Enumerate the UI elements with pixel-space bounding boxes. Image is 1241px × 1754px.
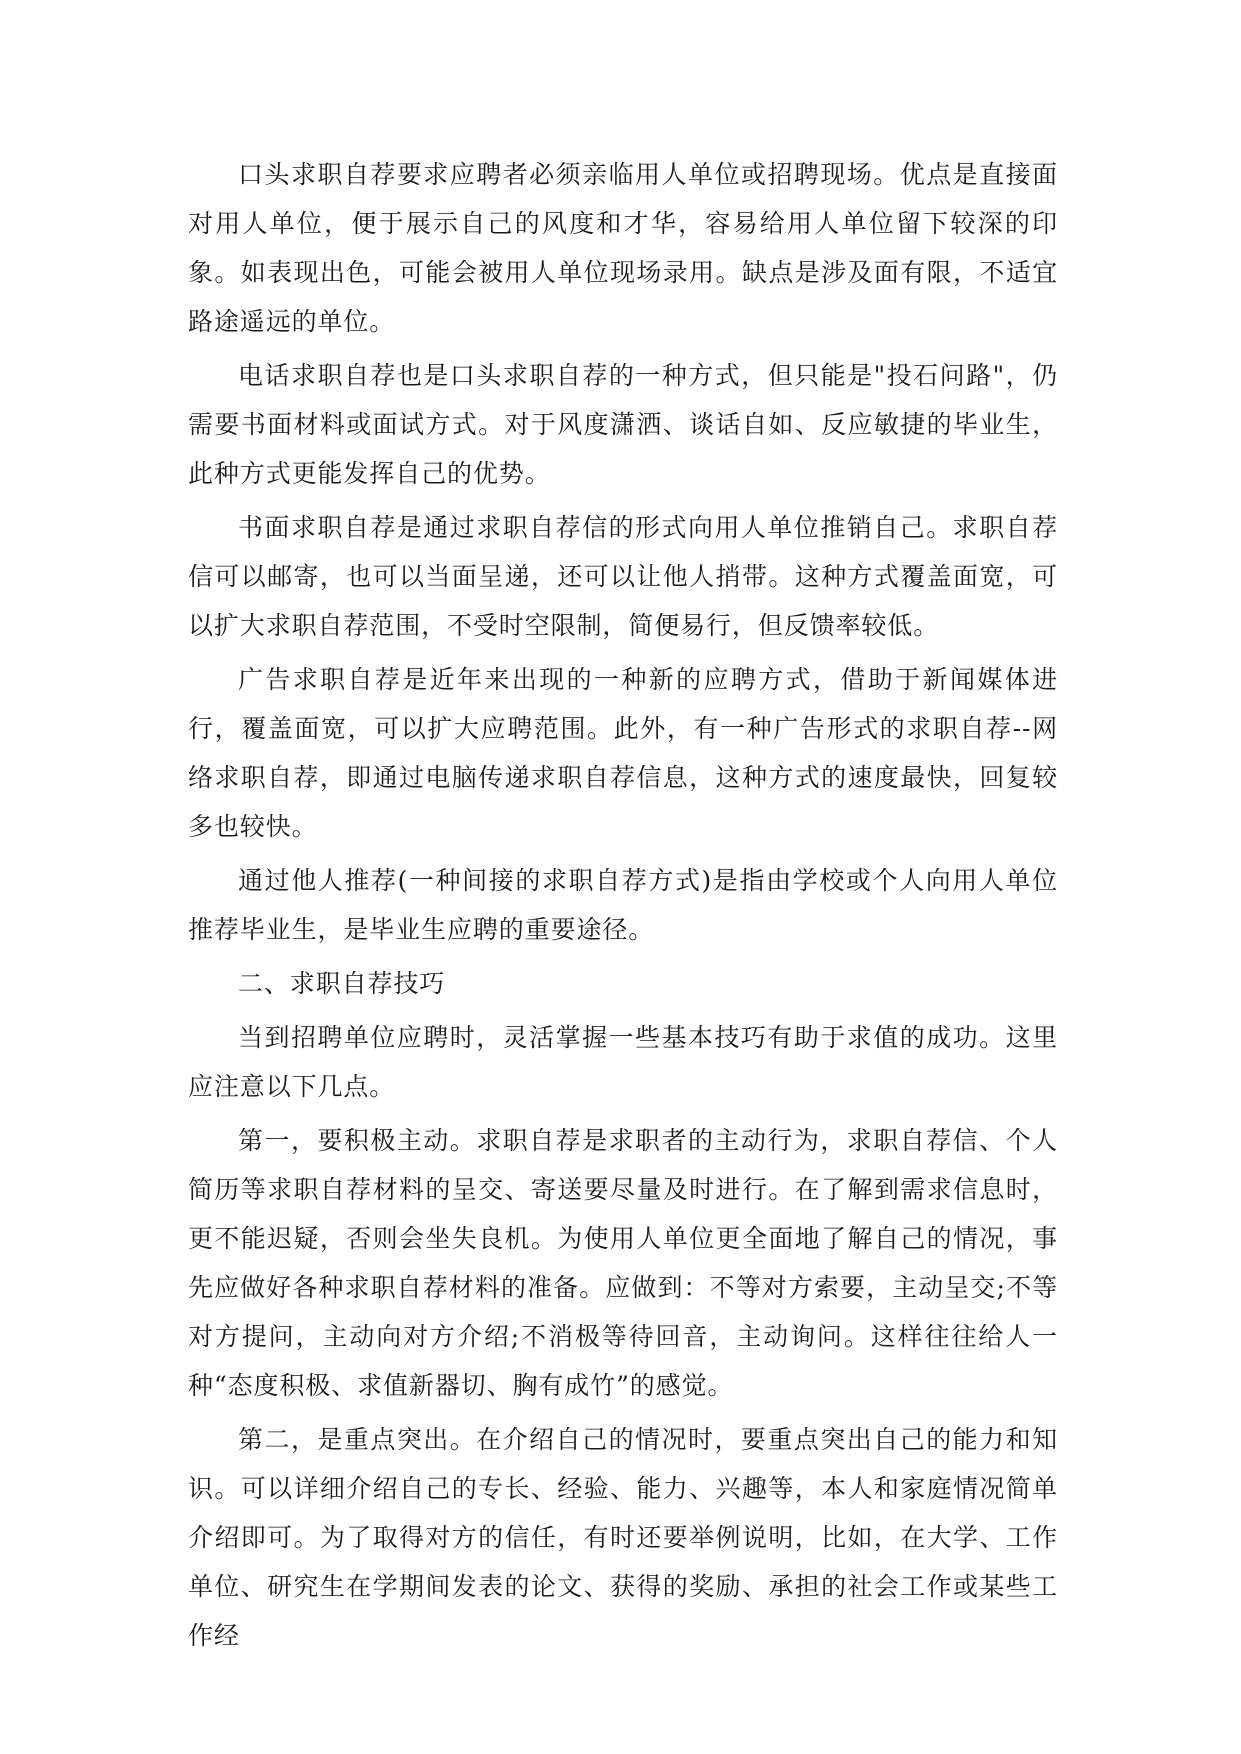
document-body: [188, 150, 1058, 1665]
paragraph-techniques-intro: 当到招聘单位应聘时，灵活掌握一些基本技巧有助于求值的成功。这里应注意以下几点。: [188, 1023, 1058, 1101]
paragraph-point-two: 第二，是重点突出。在介绍自己的情况时，要重点突出自己的能力和知识。可以详细介绍自己的专长、经验、能力、兴趣等，本人和家庭情况简单介绍即可。为了取得对方的信任，有时还要举例说明，比如，在大学、工作单位、研究生在学期间发表的论文、获得的奖励、承担的社会工作或某些工作经: [188, 1425, 1058, 1650]
paragraph-oral-self-recommendation: 口头求职自荐要求应聘者必须亲临用人单位或招聘现场。优点是直接面对用人单位，便于展示自己的风度和才华，容易给用人单位留下较深的印象。如表现出色，可能会被用人单位现场录用。缺点是涉及面有限，不适宜路途遥远的单位。: [188, 160, 1058, 336]
paragraph-phone-self-recommendation: 电话求职自荐也是口头求职自荐的一种方式，但只能是"投石问路"，仍需要书面材料或面试方式。对于风度潇洒、谈话自如、反应敏捷的毕业生，此种方式更能发挥自己的优势。: [188, 361, 1058, 488]
paragraph-written-self-recommendation: 书面求职自荐是通过求职自荐信的形式向用人单位推销自己。求职自荐信可以邮寄，也可以当面呈递，还可以让他人捎带。这种方式覆盖面宽，可以扩大求职自荐范围，不受时空限制，简便易行，但反馈率较低。: [188, 513, 1058, 640]
section-heading-techniques: 二、求职自荐技巧: [238, 969, 446, 998]
paragraph-referral: 通过他人推荐(一种间接的求职自荐方式)是指由学校或个人向用人单位推荐毕业生，是毕业生应聘的重要途径。: [188, 866, 1058, 944]
paragraph-advertisement-self-recommendation: 广告求职自荐是近年来出现的一种新的应聘方式，借助于新闻媒体进行，覆盖面宽，可以扩大应聘范围。此外，有一种广告形式的求职自荐--网络求职自荐，即通过电脑传递求职自荐信息，这种方式的速度最快，回复较多也较快。: [188, 665, 1058, 841]
paragraph-point-one: 第一，要积极主动。求职自荐是求职者的主动行为，求职自荐信、个人简历等求职自荐材料的呈交、寄送要尽量及时进行。在了解到需求信息时，更不能迟疑，否则会坐失良机。为使用人单位更全面地了解自己的情况，事先应做好各种求职自荐材料的准备。应做到：不等对方索要，主动呈交;不等对方提问，主动向对方介绍;不消极等待回音，主动询问。这样往往给人一种“态度积极、求值新器切、胸有成竹”的感觉。: [188, 1126, 1058, 1400]
